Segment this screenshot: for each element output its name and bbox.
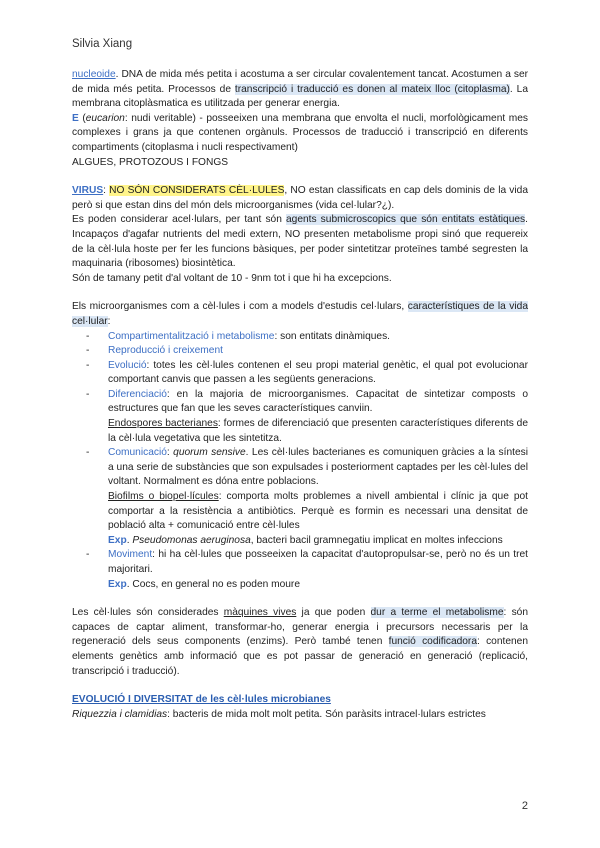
list-item: - Comunicació: quorum sensive. Les cèl·lules bacterianes es comuniquen gràcies a la síntesi a una serie de substàncies que son expulsades i posteriorment captades per les cèl·lules del voltant. Normalment es dóna entre poblacions. [86,447,528,488]
paragraph-algae: ALGUES, PROTOZOUS I FONGS [72,156,229,168]
highlight-agents: agents submicroscopics que són entitats estàtiques [285,214,526,226]
paragraph-characteristics: Els microorganismes com a cèl·lules i com a models d'estudis cel·lulars, característiques de la vida cel·lular: [72,301,529,327]
list-item: - Reproducció i creixement [86,345,223,357]
sub-endospores: Endospores bacterianes: formes de diferenciació que presenten característiques diferents de la cèl·lula vegetativa que les sintetitza. [108,418,529,444]
paragraph-rickettsia: Riquezzia i clamidias: bacteris de mida molt molt petita. Són paràsits intracel·lulars estrictes [72,708,486,720]
page-header-author: Silvia Xiang [72,38,133,50]
paragraph-size: Són de tamany petit d'al voltant de 10 - 9nm tot i que hi ha excepcions. [72,272,392,284]
highlight-transcription: transcripció i traducció es donen al mateix lloc (citoplasma) [234,83,510,95]
document-body [72,68,528,722]
term-virus: VIRUS [72,185,104,197]
paragraph-prokaryote: nucleoide. DNA de mida més petita i acostuma a ser circular covalentement tancat. Acostumen a ser de mida més petita. Processos de transcripció i traducció es donen al mateix lloc (citoplasma). La membrana citoplàsmatica es utilitzada per generar energia. [72,69,528,110]
sub-biofilms: Biofilms o biopel·lícules: comporta molts problemes a nivell ambiental i clínic ja que pot comportar a la resistència a antibiòtics. Perquè es formin es necessari una densitat de població alta + comunicació entre cèl·lules [108,491,529,532]
highlight-no-son: NO SÓN CONSIDERATS CÈL·LULES [109,185,285,197]
example-cocs: Exp. Cocs, en general no es poden moure [108,578,300,590]
characteristics-list [72,330,528,418]
list-item: - Compartimentalització i metabolisme: son entitats dinàmiques. [86,330,390,342]
highlight-characteristics: característiques de la vida cel·lular [72,301,529,327]
example-pseudomonas: Exp. Pseudomonas aeruginosa, bacteri bacil gramnegatiu implicat en moltes infeccions [108,534,503,546]
list-item: - Evolució: totes les cèl·lules contenen el seu propi material genètic, el qual pot evolucionar comportant canvis que passen a les següents generacions. [86,359,528,386]
label-E: E [72,112,79,124]
list-item: - Diferenciació: en la majoria de microorganismes. Capacitat de sintetizar composts o estructures que fan que les seves característiques canviin. [86,388,528,415]
term-nucleoide: nucleoide [72,69,116,80]
page-number: 2 [521,800,528,812]
paragraph-living-machines: Les cèl·lules són considerades màquines vives ja que poden dur a terme el metabolisme: són capaces de captar aliment, transformar-ho, generar energia i precursors necessaris per la regeneració dels seus components (enzims). Però també tenen funció codificadora: contenen elements genètics amb informació que es pot passar de generació en generació (replicació, transcripció i traducció). [72,607,528,677]
paragraph-eukaryote: E (eucarion: nudi veritable) - posseeixen una membrana que envolta el nucli, morfològicament mes complexes i grans ja que contenen orgànuls. Processos de traducció i transcripció en diferents compartiments (citoplasma i nucli respectivament) [72,112,528,153]
section-title: EVOLUCIÓ I DIVERSITAT de les cèl·lules microbianes [72,694,331,706]
paragraph-virus: VIRUS: NO SÓN CONSIDERATS CÈL·LULES, NO estan classificats en cap dels dominis de la vida però si que estan dins del món dels microorganismes (vida cel·lular?¿). [72,185,528,211]
paragraph-acellular: Es poden considerar acel·lulars, per tant són agents submicroscopics que són entitats estàtiques. Incapaços d'agafar nutrients del medi extern, NO presenten metabolisme propi sinó que requereix de la cèl·lula hoste per fer les funcions bàsiques, per poder sintetitzar proteïnes també segresten la maquinaria (ribosomes) biosintètica. [72,214,528,270]
list-item: - Moviment: hi ha cèl·lules que posseeixen la capacitat d'autopropulsar-se, però no és un tret majoritari. [86,549,528,575]
